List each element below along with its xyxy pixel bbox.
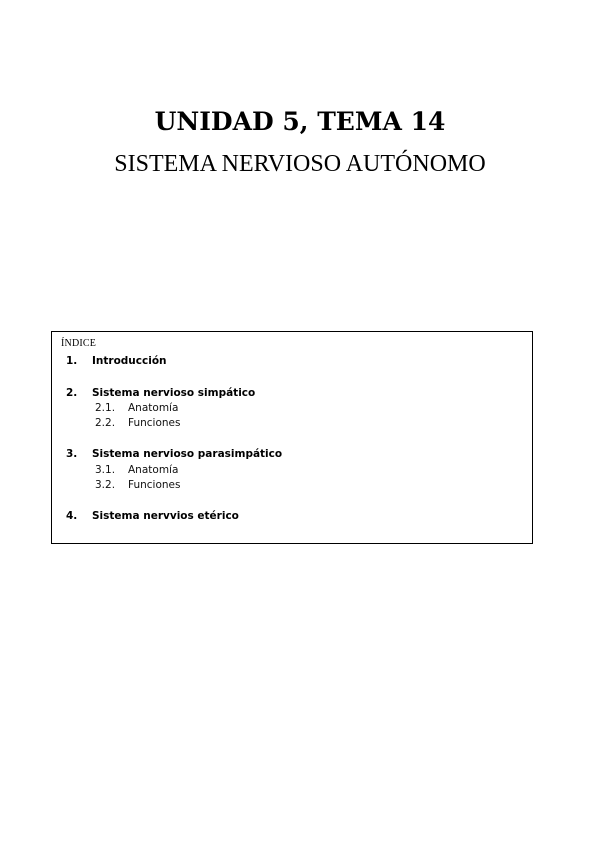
toc-item-label: Sistema nervioso parasimpático	[92, 448, 283, 460]
toc-item-number: 4.	[66, 510, 78, 522]
toc-subitem-number: 2.2.	[95, 417, 116, 429]
toc-item-label: Introducción	[92, 355, 167, 367]
toc-subitem-number: 2.1.	[95, 402, 116, 414]
table-of-contents	[51, 331, 533, 544]
toc-item-number: 2.	[66, 387, 78, 399]
toc-subitem-number: 3.1.	[95, 464, 116, 476]
toc-item-number: 3.	[66, 448, 78, 460]
page-subtitle: SISTEMA NERVIOSO AUTÓNOMO	[114, 151, 486, 177]
toc-subitem-number: 3.2.	[95, 479, 116, 491]
toc-subitem-label: Funciones	[128, 417, 181, 429]
toc-heading: ÍNDICE	[61, 338, 97, 349]
toc-subitem-label: Anatomía	[128, 464, 179, 476]
toc-item-number: 1.	[66, 355, 78, 367]
toc-item-label: Sistema nervvios etérico	[92, 510, 239, 522]
toc-subitem-label: Funciones	[128, 479, 181, 491]
toc-subitem-label: Anatomía	[128, 402, 179, 414]
page-title: UNIDAD 5, TEMA 14	[154, 107, 446, 136]
toc-item-label: Sistema nervioso simpático	[92, 387, 256, 399]
